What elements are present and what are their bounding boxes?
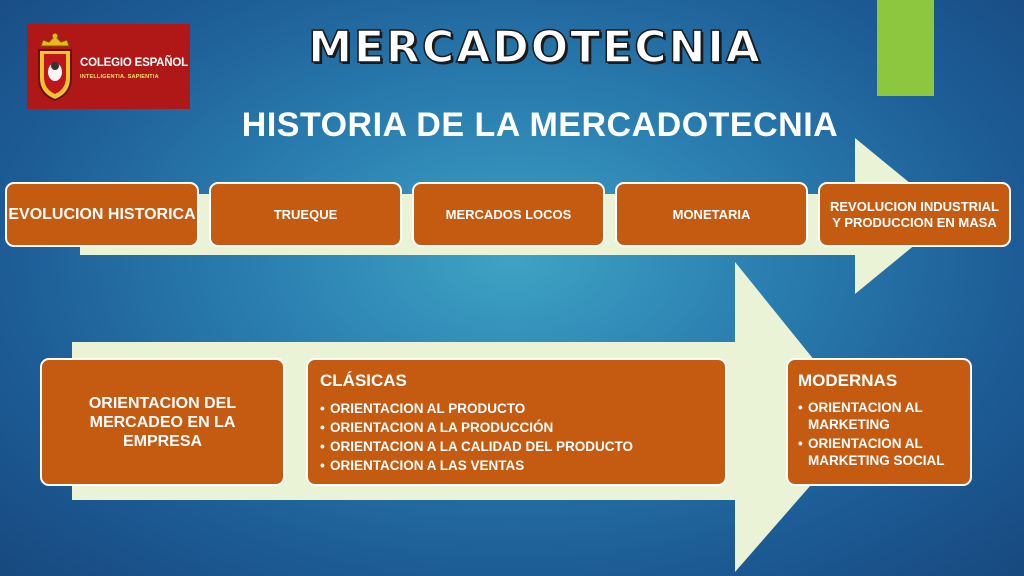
stage-label: MERCADOS LOCOS xyxy=(445,206,572,222)
school-motto: INTELLIGENTIA. SAPIENTIA xyxy=(80,74,159,80)
slide-title: MERCADOTECNIA xyxy=(308,22,762,73)
modern-list xyxy=(798,399,962,469)
stage-label: REVOLUCION INDUSTRIAL Y PRODUCCION EN MASA xyxy=(830,198,999,230)
lead-box-evolucion xyxy=(5,182,199,247)
category-heading: MODERNAS xyxy=(798,371,898,390)
stage-label: TRUEQUE xyxy=(273,206,338,222)
list-item: • ORIENTACION AL PRODUCTO xyxy=(320,399,715,418)
category-box-modernas xyxy=(786,358,972,486)
list-item: • ORIENTACION AL MARKETING SOCIAL xyxy=(798,435,962,469)
lead-box-orientacion xyxy=(40,358,285,486)
list-item: • ORIENTACION A LA CALIDAD DEL PRODUCTO xyxy=(320,437,715,456)
list-item: • ORIENTACION A LAS VENTAS xyxy=(320,456,715,475)
slide-subtitle: HISTORIA DE LA MERCADOTECNIA xyxy=(241,106,839,144)
list-item: • ORIENTACION A LA PRODUCCIÓN xyxy=(320,418,715,437)
stage-box-trueque xyxy=(209,182,402,247)
classic-list xyxy=(320,399,715,475)
category-heading: CLÁSICAS xyxy=(320,371,407,390)
stage-label: MONETARIA xyxy=(672,206,751,222)
category-box-clasicas xyxy=(306,358,727,486)
stage-box-revolucion xyxy=(818,182,1011,247)
list-item: • ORIENTACION AL MARKETING xyxy=(798,399,962,433)
lead-label: ORIENTACION DEL MERCADEO EN LA EMPRESA xyxy=(88,394,237,450)
stage-box-monetaria xyxy=(615,182,808,247)
school-name: COLEGIO ESPAÑOL xyxy=(80,57,188,69)
lead-label: EVOLUCION HISTORICA xyxy=(8,206,196,223)
stage-box-mercados-locos xyxy=(412,182,605,247)
